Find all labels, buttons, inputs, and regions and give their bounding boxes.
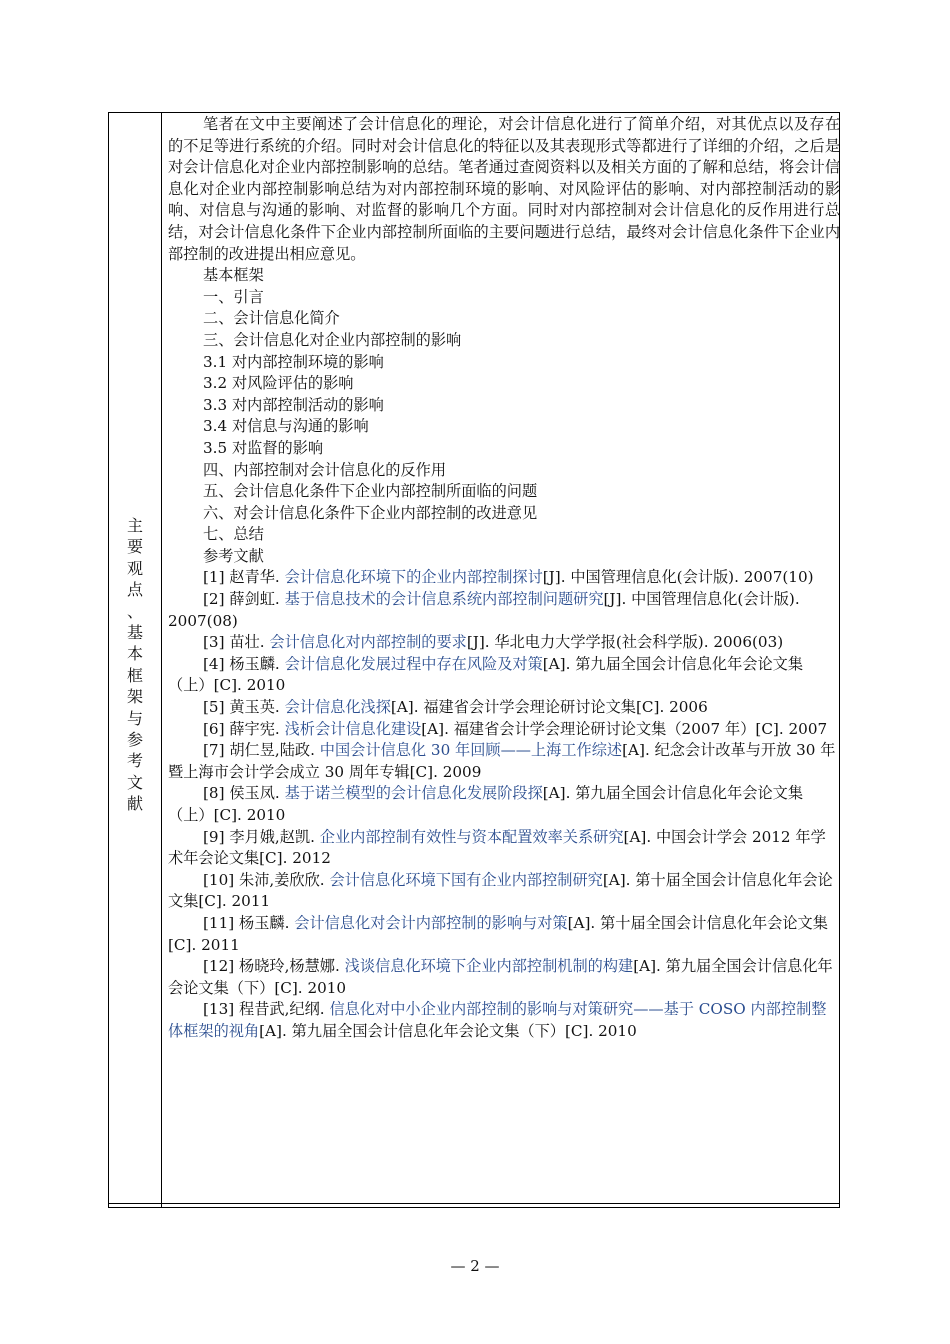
reference-source: [A]. 第九届全国会计信息化年会论文集（下）[C]. 2010 [259, 1021, 637, 1040]
side-label-char: 观 [126, 558, 143, 578]
reference-author: [8] 侯玉凤. [203, 784, 285, 803]
reference-title-link[interactable]: 企业内部控制有效性与资本配置效率关系研究 [319, 827, 624, 846]
reference-author: [4] 杨玉麟. [203, 654, 285, 673]
side-label-char: 基 [126, 623, 143, 643]
side-label-char: 架 [126, 687, 143, 707]
content-cell [168, 114, 840, 1043]
side-label-char: 参 [126, 730, 143, 750]
reference-author: [12] 杨晓玲,杨慧娜. [203, 957, 345, 976]
side-label-char: 本 [126, 644, 143, 664]
reference-source: [J]. 华北电力大学学报(社会科学版). 2006(03) [466, 633, 784, 652]
reference-author: [9] 李月娥,赵凯. [203, 827, 320, 846]
reference-title-link[interactable]: 会计信息化发展过程中存在风险及对策 [284, 654, 543, 673]
reference-item [168, 697, 840, 719]
outline-item: 七、总结 [203, 525, 264, 544]
reference-item [168, 956, 840, 999]
reference-source: [J]. 中国管理信息化(会计版). 2007(08) [168, 590, 800, 630]
reference-title-link[interactable]: 中国会计信息化 30 年回顾——上海工作综述 [319, 741, 623, 760]
reference-source: [A]. 福建省会计学会理论研讨论文集[C]. 2006 [390, 698, 708, 717]
reference-item [168, 567, 840, 589]
reference-title-link[interactable]: 基于诺兰模型的会计信息化发展阶段探 [284, 784, 543, 803]
outline-item: 五、会计信息化条件下企业内部控制所面临的问题 [203, 482, 538, 501]
reference-title-link[interactable]: 会计信息化对会计内部控制的影响与对策 [294, 913, 568, 932]
reference-source: [A]. 第九届全国会计信息化年会论文集（上）[C]. 2010 [168, 654, 804, 695]
reference-item [168, 654, 840, 697]
outline-item: 参考文献 [203, 546, 264, 565]
reference-source: [A]. 第十届全国会计信息化年会论文集[C]. 2011 [168, 870, 833, 911]
outline-list [168, 265, 840, 567]
reference-author: [6] 薛宇宪. [203, 719, 285, 738]
side-label-cell [109, 113, 162, 1207]
reference-item [168, 913, 840, 956]
reference-item [168, 589, 840, 632]
reference-author: [11] 杨玉麟. [203, 913, 295, 932]
page-number: — 2 — [450, 1257, 500, 1275]
reference-title-link[interactable]: 信息化对中小企业内部控制的影响与对策研究——基于 COSO 内部控制整体框架的视角 [168, 1000, 827, 1040]
outline-item: 3.1 对内部控制环境的影响 [203, 352, 384, 371]
reference-title-link[interactable]: 会计信息化环境下的企业内部控制探讨 [284, 568, 543, 587]
reference-author: [5] 黄玉英. [203, 698, 285, 717]
outline-item: 3.2 对风险评估的影响 [203, 374, 354, 393]
reference-source: [A]. 第九届全国会计信息化年会论文集（下）[C]. 2010 [168, 957, 833, 997]
reference-title-link[interactable]: 会计信息化浅探 [284, 698, 391, 717]
reference-item [168, 827, 840, 870]
side-label-char: 考 [126, 751, 143, 771]
outline-item: 三、会计信息化对企业内部控制的影响 [203, 330, 462, 349]
reference-item [168, 999, 840, 1042]
side-label [109, 515, 161, 815]
reference-item [168, 783, 840, 826]
side-label-char: 文 [126, 772, 143, 792]
intro-paragraph: 笔者在文中主要阐述了会计信息化的理论，对会计信息化进行了简单介绍，对其优点以及存在的不足等进行系统的介绍。同时对会计信息化的特征以及其表现形式等都进行了详细的介绍，之后是对会计信息化对企业内部控制影响的总结。笔者通过查阅资料以及相关方面的了解和总结，将会计信息化对企业内部控制影响总结为对内部控制环境的影响、对风险评估的影响、对内部控制活动的影响、对信息与沟通的影响、对监督的影响几个方面。同时对内部控制对会计信息化的反作用进行总结，对会计信息化条件下企业内部控制所面临的主要问题进行总结，最终对会计信息化条件下企业内部控制的改进提出相应意见。 [168, 115, 840, 263]
outline-item: 3.4 对信息与沟通的影响 [203, 417, 369, 436]
reference-item [168, 719, 840, 741]
outline-item: 二、会计信息化简介 [203, 309, 340, 328]
outline-item: 基本框架 [203, 266, 264, 285]
reference-author: [1] 赵青华. [203, 568, 285, 587]
outline-item: 3.3 对内部控制活动的影响 [203, 395, 384, 414]
reference-title-link[interactable]: 会计信息化对内部控制的要求 [269, 633, 467, 652]
reference-source: [J]. 中国管理信息化(会计版). 2007(10) [542, 568, 814, 587]
reference-author: [2] 薛剑虹. [203, 590, 285, 609]
reference-title-link[interactable]: 基于信息技术的会计信息系统内部控制问题研究 [284, 590, 604, 609]
outline-item: 四、内部控制对会计信息化的反作用 [203, 460, 446, 479]
reference-list [168, 567, 840, 1042]
side-label-char: 、 [126, 601, 143, 621]
reference-item [168, 632, 840, 654]
reference-title-link[interactable]: 会计信息化环境下国有企业内部控制研究 [329, 870, 603, 889]
side-label-char: 献 [126, 794, 143, 814]
reference-author: [7] 胡仁昱,陆政. [203, 741, 320, 760]
reference-item [168, 740, 840, 783]
reference-item [168, 870, 840, 913]
reference-source: [A]. 纪念会计改革与开放 30 年暨上海市会计学会成立 30 周年专辑[C]. 2009 [168, 741, 836, 781]
side-label-char: 主 [126, 516, 143, 535]
side-label-char: 与 [126, 708, 143, 728]
reference-source: [A]. 中国会计学会 2012 年学术年会论文集[C]. 2012 [168, 827, 826, 868]
outline-item: 3.5 对监督的影响 [203, 438, 324, 457]
reference-source: [A]. 福建省会计学会理论研讨论文集（2007 年）[C]. 2007 [421, 719, 828, 738]
reference-author: [10] 朱沛,姜欣欣. [203, 870, 330, 889]
outline-item: 六、对会计信息化条件下企业内部控制的改进意见 [203, 503, 538, 522]
reference-title-link[interactable]: 浅谈信息化环境下企业内部控制机制的构建 [344, 957, 634, 976]
outline-item: 一、引言 [203, 287, 264, 306]
side-label-char: 框 [126, 665, 143, 685]
reference-author: [3] 苗壮. [203, 633, 270, 652]
side-label-char: 要 [126, 537, 143, 557]
side-label-char: 点 [126, 580, 143, 600]
reference-author: [13] 程昔武,纪纲. [203, 1000, 330, 1019]
reference-source: [A]. 第九届全国会计信息化年会论文集（上）[C]. 2010 [168, 784, 804, 824]
reference-title-link[interactable]: 浅析会计信息化建设 [284, 719, 422, 738]
reference-source: [A]. 第十届全国会计信息化年会论文集[C]. 2011 [168, 913, 828, 954]
content-table [108, 112, 840, 1208]
